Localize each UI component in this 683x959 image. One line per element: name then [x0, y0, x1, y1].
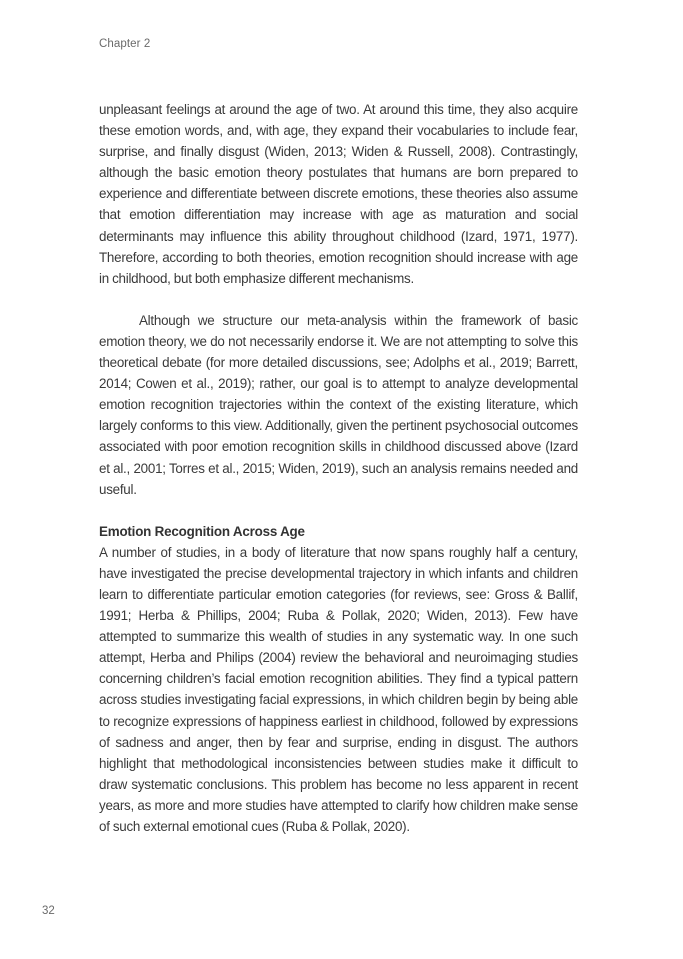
body-paragraph-1: unpleasant feelings at around the age of two. At around this time, they also acquire these emotion words, and, with age, they expand their vocabularies to include fear, surprise, and finally disgust (Widen, 2013; Widen & Russell, 2008). Contrastingly, although the basic emotion theory postulates that humans are born prepared to experience and differentiate between discrete emotions, these theories also assume that emotion differentiation may increase with age as maturation and social determinants may influence this ability throughout childhood (Izard, 1971, 1977). Therefore, according to both theories, emotion recognition should increase with age in childhood, but both emphasize different mechanisms. — [99, 102, 578, 286]
page-body — [99, 99, 578, 837]
body-paragraph-2: Although we structure our meta-analysis within the framework of basic emotion theory, we do not necessarily endorse it. We are not attempting to solve this theoretical debate (for more detailed discussions, see; Adolphs et al., 2019; Barrett, 2014; Cowen et al., 2019); rather, our goal is to attempt to analyze developmental emotion recognition trajectories within the context of the existing literature, which largely conforms to this view. Additionally, given the pertinent psychosocial outcomes associated with poor emotion recognition skills in childhood discussed above (Izard et al., 2001; Torres et al., 2015; Widen, 2019), such an analysis remains needed and useful. — [99, 312, 578, 497]
running-header: Chapter 2 — [99, 38, 151, 50]
page-number: 32 — [42, 905, 55, 917]
section-heading: Emotion Recognition Across Age — [99, 523, 305, 539]
body-paragraph-3: A number of studies, in a body of literature that now spans roughly half a century, have investigated the precise developmental trajectory in which infants and children learn to differentiate particular emotion categories (for reviews, see: Gross & Ballif, 1991; Herba & Phillips, 2004; Ruba & Pollak, 2020; Widen, 2013). Few have attempted to summarize this wealth of studies in any systematic way. In one such attempt, Herba and Philips (2004) review the behavioral and neuroimaging studies concerning children’s facial emotion recognition abilities. They find a typical pattern across studies investigating facial expressions, in which children begin by being able to recognize expressions of happiness earliest in childhood, followed by expressions of sadness and anger, then by fear and surprise, ending in disgust. The authors highlight that methodological inconsistencies between studies make it difficult to draw systematic conclusions. This problem has become no less apparent in recent years, as more and more studies have attempted to clarify how children make sense of such external emotional cues (Ruba & Pollak, 2020). — [99, 544, 578, 834]
paragraph-spacer — [99, 500, 578, 521]
paragraph-spacer — [99, 289, 578, 310]
